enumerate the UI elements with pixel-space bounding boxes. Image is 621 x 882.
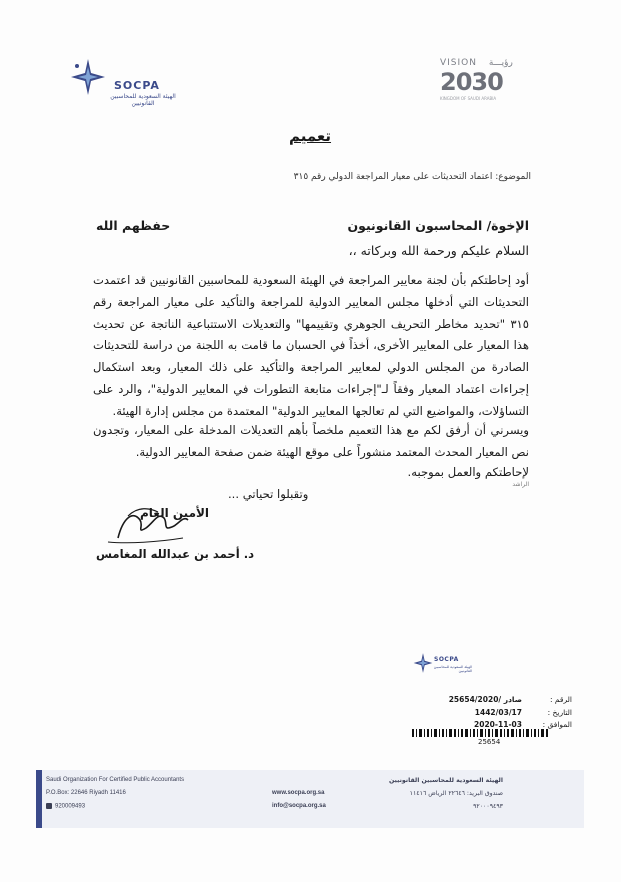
ref-label: الرقم : <box>550 695 572 704</box>
footer-address-en: P.O.Box: 22646 Riyadh 11416 <box>46 790 126 796</box>
footer-org-name-ar: الهيئة السعودية للمحاسبين القانونيين <box>388 777 503 784</box>
letter-title: تعميم <box>288 127 332 145</box>
vision-subtitle: KINGDOM OF SAUDI ARABIA <box>440 96 497 101</box>
footer-phone-en <box>46 803 85 810</box>
footer-phone-ar: ٩٢٠٠٠٩٤٩٣ <box>473 803 503 810</box>
footer-address-ar: صندوق البريد: ٢٢٦٤٦ الرياض ١١٤١٦ <box>409 790 503 797</box>
footer-phone-number: 920009493 <box>55 803 86 810</box>
phone-icon <box>46 803 52 809</box>
closing: وتقبلوا تحياتي ... <box>228 487 309 501</box>
barcode-number: 25654 <box>478 738 501 746</box>
socpa-arabic-name: الهيئة السعودية للمحاسبين القانونيين <box>110 93 176 107</box>
vision-year: 2030 <box>440 68 503 96</box>
paragraph-2: ويسرني أن أرفق لكم مع هذا التعميم ملخصاً بأهم التعديلات المدخلة على المعيار، وتجدون نص المعيار المحدث المعتمد منشوراً على موقع الهيئة ضمن صفحة المعايير الدولية. <box>93 423 529 459</box>
barcode <box>412 729 552 737</box>
stamp-logo-arabic: الهيئة السعودية للمحاسبين القانونيين <box>433 665 472 673</box>
stamp-logo-name: SOCPA <box>434 656 459 663</box>
paragraph-1: أود إحاطتكم بأن لجنة معايير المراجعة في الهيئة السعودية للمحاسبين القانونيين قد اعتمدت التحديثات التي أدخلها مجلس المعايير الدولية للمراجعة والتأكيد على معيار المراجعة رقم ٣١٥ "تحديد مخاطر التحريف الجوهري وتقييمها" والتعديلات الاستتباعية الناتجة عن تحديث هذا المعيار على المعايير الأخرى، أخذاً في الحسبان ما قامت به اللجنة من دراسة للتحديثات الصادرة من المجلس الدولي لمعايير المراجعة والتأكيد على ذلك المعيار، وبعد استكمال إجراءات اعتماد المعيار وفقاً لـ"إجراءات متابعة التطورات في المعايير الدولية"، والرد على التساؤلات، والمواضيع التي لم تعالجها المعايير الدولية" المعتمدة من مجلس إدارة الهيئة. <box>93 273 529 418</box>
footer-email[interactable]: info@socpa.org.sa <box>272 803 326 809</box>
paragraph-3: لإحاطتكم والعمل بموجبه. <box>407 465 529 479</box>
corresponding-value: 2020-11-03 <box>474 720 522 729</box>
socpa-logo <box>68 55 188 115</box>
socpa-name: SOCPA <box>114 79 160 92</box>
vision-label: VISION <box>440 58 477 68</box>
date-value: 1442/03/17 <box>474 708 522 717</box>
addressee: الإخوة/ المحاسبون القانونيون <box>347 218 529 233</box>
vision-2030-logo <box>440 58 522 108</box>
greeting: السلام عليكم ورحمة الله وبركاته ،، <box>348 243 529 258</box>
signatory-title: الأمين العام <box>140 506 210 520</box>
initials-note: الراشد <box>512 481 529 488</box>
ref-value: 25654/2020/ صادر <box>448 695 522 704</box>
letter-subject: الموضوع: اعتماد التحديثات على معيار المراجعة الدولي رقم ٣١٥ <box>293 172 531 182</box>
footer-website[interactable]: www.socpa.org.sa <box>272 790 325 796</box>
stamp-star-icon <box>412 652 434 674</box>
footer-accent-bar <box>36 770 42 828</box>
footer-org-name-en: Saudi Organization For Certified Public Accountants <box>46 777 185 783</box>
corresponding-label: الموافق : <box>542 720 572 729</box>
socpa-star-icon <box>68 57 108 97</box>
honorific: حفظهم الله <box>96 218 171 233</box>
vision-arabic: رؤيـــة <box>488 58 513 68</box>
signatory-name: د. أحمد بن عبدالله المغامس <box>96 547 255 561</box>
stamp-logo <box>412 652 472 682</box>
date-label: التاريخ : <box>547 708 572 717</box>
